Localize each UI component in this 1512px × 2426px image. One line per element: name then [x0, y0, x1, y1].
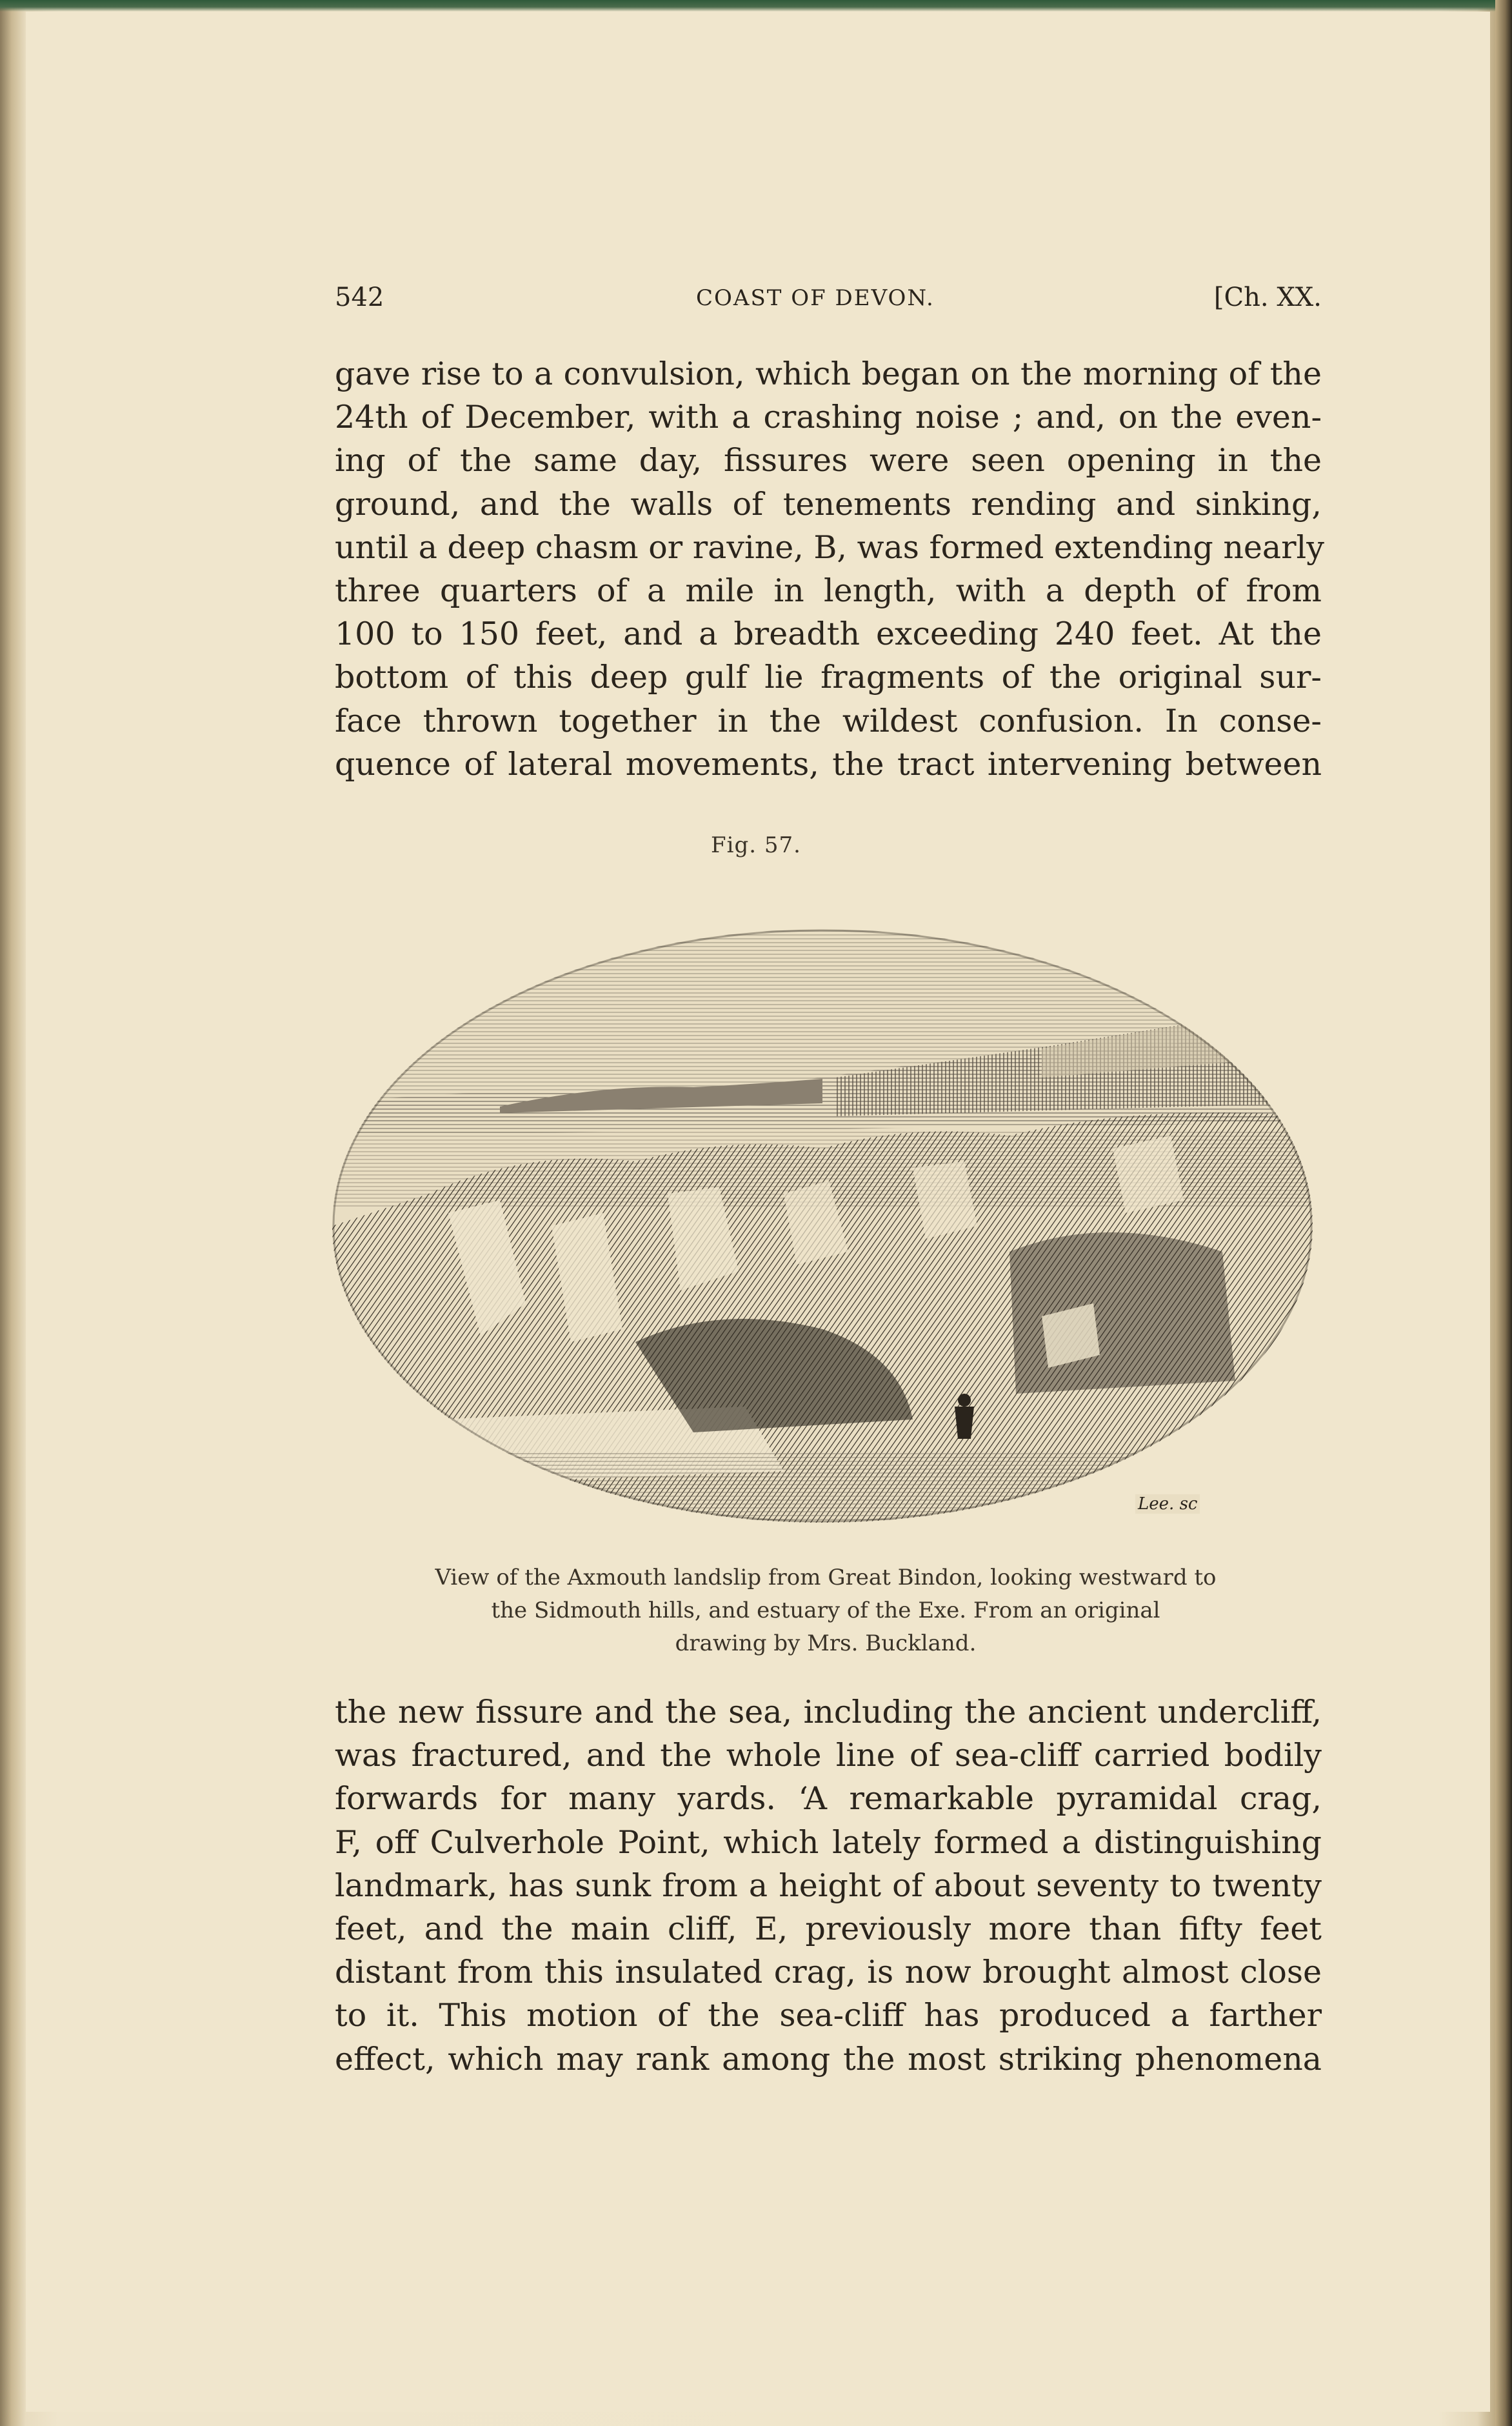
text-line: the new fissure and the sea, including the ancient undercliff, [335, 1694, 1322, 1730]
text-line: gave rise to a convulsion, which began on the morning of the [335, 356, 1322, 392]
figure-caption [361, 1561, 1290, 1660]
text-line: distant from this insulated crag, is now brought almost close [335, 1954, 1322, 1991]
caption-line: drawing by Mrs. Buckland. [675, 1630, 977, 1656]
page-edge [1495, 0, 1512, 2426]
text-line: feet, and the main cliff, E, previously more than fifty feet [335, 1910, 1322, 1948]
caption-line: the Sidmouth hills, and estuary of the Exe. From an original [491, 1598, 1160, 1623]
running-title: COAST OF DEVON. [696, 285, 935, 311]
text-line: landmark, has sunk from a height of about seventy to twenty [335, 1867, 1322, 1904]
engraving-illustration [332, 890, 1313, 1549]
text-line: ground, and the walls of tenements rending and sinking, [335, 485, 1322, 523]
running-header [335, 283, 1322, 321]
engraver-signature: Lee. sc [1135, 1494, 1200, 1514]
text-line: ing of the same day, fissures were seen opening in the [335, 442, 1322, 479]
figure-label: Fig. 57. [711, 832, 801, 858]
text-line: bottom of this deep gulf lie fragments of the original sur- [335, 659, 1322, 696]
text-line: until a deep chasm or ravine, B, was formed extending nearly [335, 528, 1324, 566]
text-line: to it. This motion of the sea-cliff has produced a farther [335, 1997, 1322, 2034]
text-line: was fractured, and the whole line of sea-cliff carried bodily [335, 1737, 1322, 1774]
text-line: three quarters of a mile in length, with a depth of from [335, 572, 1322, 610]
text-line: forwards for many yards. ‘A remarkable pyramidal crag, [335, 1780, 1322, 1818]
text-line: face thrown together in the wildest confusion. In conse- [335, 702, 1322, 739]
text-line: F, off Culverhole Point, which lately formed a distinguishing [335, 1823, 1322, 1861]
text-line: 100 to 150 feet, and a breadth exceeding 240 feet. At the [335, 616, 1322, 653]
engraving-axmouth-landslip [332, 890, 1313, 1549]
paragraph-bottom [335, 1690, 1322, 2081]
caption-line: View of the Axmouth landslip from Great Bindon, looking westward to [435, 1565, 1217, 1590]
text-line: effect, which may rank among the most striking phenomena [335, 2040, 1322, 2078]
text-line: 24th of December, with a crashing noise ; and, on the even- [335, 399, 1322, 436]
page-number: 542 [335, 283, 384, 312]
paragraph-top [335, 352, 1322, 786]
cover-edge [0, 0, 1512, 12]
text-line: quence of lateral movements, the tract intervening between [335, 745, 1322, 783]
chapter-label: [Ch. XX. [1213, 283, 1322, 312]
